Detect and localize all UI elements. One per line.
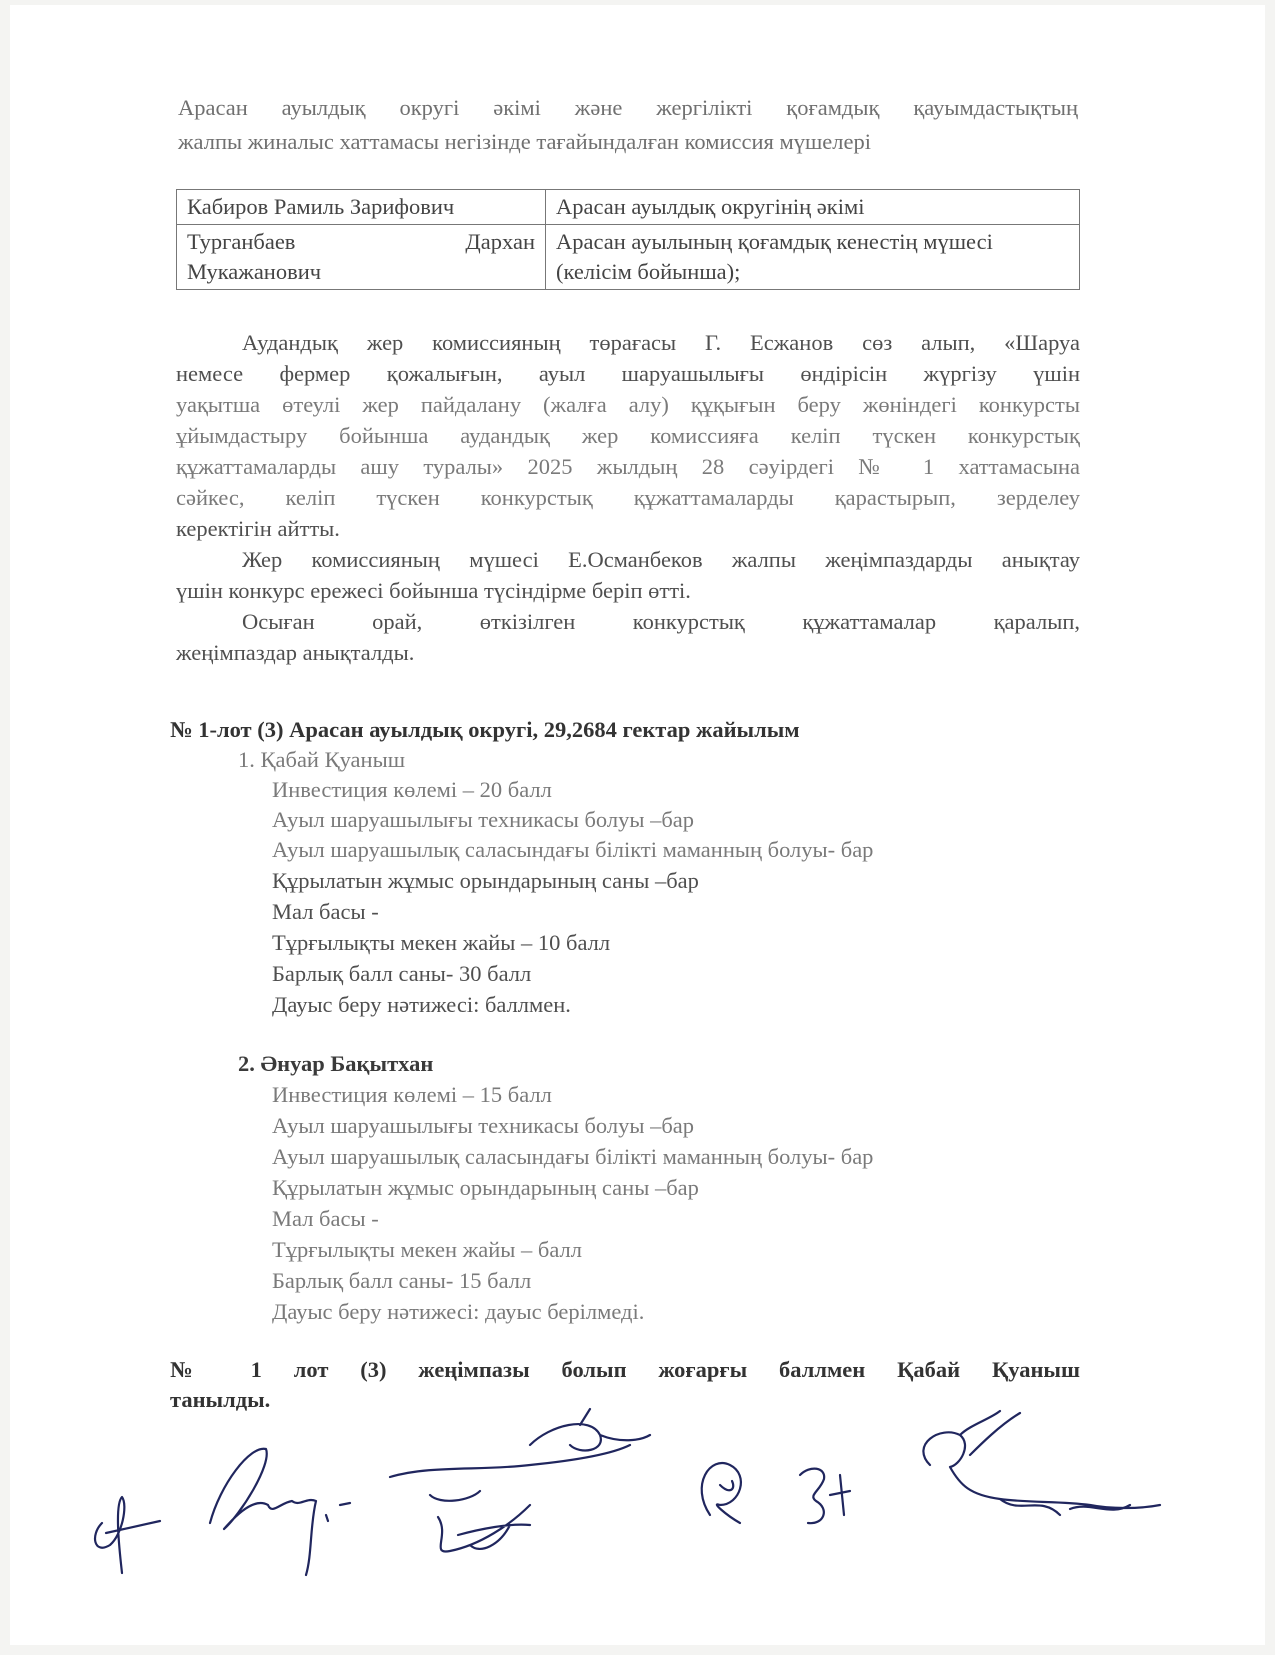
candidate-2-item: Мал басы - <box>272 1206 379 1231</box>
signature-7 <box>923 1411 1160 1515</box>
text-line: жеңімпаздар анықталды. <box>176 640 415 665</box>
text-line: Жер комиссияның мүшесі Е.Османбеков жалпы жеңімпаздарды анықтау <box>242 547 1080 572</box>
member-role-line-2: (келісім бойынша); <box>556 259 741 284</box>
signature-4 <box>530 1409 650 1450</box>
member-role <box>546 225 1080 290</box>
text-line: Аудандық жер комиссияның төрағасы Г. Есжанов сөз алып, «Шаруа <box>242 330 1080 355</box>
lot-heading: № 1-лот (3) Арасан ауылдық округі, 29,2684 гектар жайылым <box>170 717 800 742</box>
candidate-1-item: Барлық балл саны- 30 балл <box>272 961 532 986</box>
candidate-2-item: Барлық балл саны- 15 балл <box>272 1268 532 1293</box>
paragraph-chairman <box>176 328 1080 545</box>
table-row <box>177 190 1080 225</box>
paragraph-member <box>176 545 1080 607</box>
member-name-first: Турганбаев <box>187 229 296 254</box>
candidate-1-item: Мал басы - <box>272 899 379 924</box>
candidate-2-item: Ауыл шаруашылығы техникасы болуы –бар <box>272 1113 695 1138</box>
winner-line-2: танылды. <box>170 1387 271 1412</box>
candidate-2-item: Ауыл шаруашылық саласындағы білікті маманның болуы- бар <box>272 1144 874 1169</box>
member-name-middle: Дархан <box>465 229 535 254</box>
document-page <box>10 5 1265 1645</box>
member-role: Арасан ауылдық округінің әкімі <box>546 190 1080 225</box>
candidate-1-item: Ауыл шаруашылық саласындағы білікті маманның болуы- бар <box>272 837 874 862</box>
candidate-2-item: Тұрғылықты мекен жайы – балл <box>272 1237 582 1262</box>
candidate-1-item: Инвестиция көлемі – 20 балл <box>272 777 552 802</box>
signature-6 <box>800 1469 850 1524</box>
signatures-area <box>10 1405 1265 1645</box>
table-row <box>177 225 1080 290</box>
text-line: керектігін айтты. <box>176 516 340 541</box>
signature-1 <box>95 1497 160 1573</box>
candidate-2-item: Дауыс беру нәтижесі: дауыс берілмеді. <box>272 1299 645 1324</box>
candidate-2-item: Құрылатын жұмыс орындарының саны –бар <box>272 1175 699 1200</box>
candidate-1-item: Тұрғылықты мекен жайы – 10 балл <box>272 930 611 955</box>
text-line: немесе фермер қожалығын, ауыл шаруашылығы өндірісін жүргізу үшін <box>176 361 1080 386</box>
intro-paragraph <box>178 93 1078 161</box>
signature-3 <box>390 1445 630 1552</box>
paragraph-result <box>176 607 1080 669</box>
signature-5 <box>702 1463 741 1523</box>
candidate-1-item: Дауыс беру нәтижесі: баллмен. <box>272 992 571 1017</box>
candidate-1-item: Ауыл шаруашылығы техникасы болуы –бар <box>272 807 695 832</box>
text-line: құжаттамаларды ашу туралы» 2025 жылдың 28 сәуірдегі № 1 хаттамасына <box>176 454 1080 479</box>
text-line: сәйкес, келіп түскен конкурстық құжаттамаларды қарастырып, зерделеу <box>176 485 1080 510</box>
winner-line-1: № 1 лот (3) жеңімпазы болып жоғарғы баллмен Қабай Қуаныш <box>170 1357 1080 1382</box>
signature-2 <box>210 1449 350 1575</box>
commission-table <box>176 189 1080 290</box>
text-line: Осыған орай, өткізілген конкурстық құжаттамалар қаралып, <box>242 609 1080 634</box>
member-name <box>177 225 546 290</box>
text-line: ұйымдастыру бойынша аудандық жер комиссияға келіп түскен конкурстық <box>176 423 1080 448</box>
text-line: уақытша өтеулі жер пайдалану (жалға алу) құқығын беру жөніндегі конкурсты <box>176 392 1080 417</box>
candidate-2-item: Инвестиция көлемі – 15 балл <box>272 1082 552 1107</box>
candidate-2-title: 2. Әнуар Бақытхан <box>238 1051 434 1076</box>
text-line: үшін конкурс ережесі бойынша түсіндірме беріп өтті. <box>176 578 691 603</box>
candidate-1-title: 1. Қабай Қуаныш <box>238 747 406 772</box>
intro-line-1: Арасан ауылдық округі әкімі және жергілікті қоғамдық қауымдастықтың <box>178 95 1078 120</box>
intro-line-2: жалпы жиналыс хаттамасы негізінде тағайындалған комиссия мүшелері <box>178 129 871 154</box>
member-name: Кабиров Рамиль Зарифович <box>177 190 546 225</box>
member-role-line-1: Арасан ауылының қоғамдық кенестің мүшесі <box>556 229 993 254</box>
member-name-last: Мукажанович <box>187 259 322 284</box>
candidate-1-item: Құрылатын жұмыс орындарының саны –бар <box>272 868 699 893</box>
